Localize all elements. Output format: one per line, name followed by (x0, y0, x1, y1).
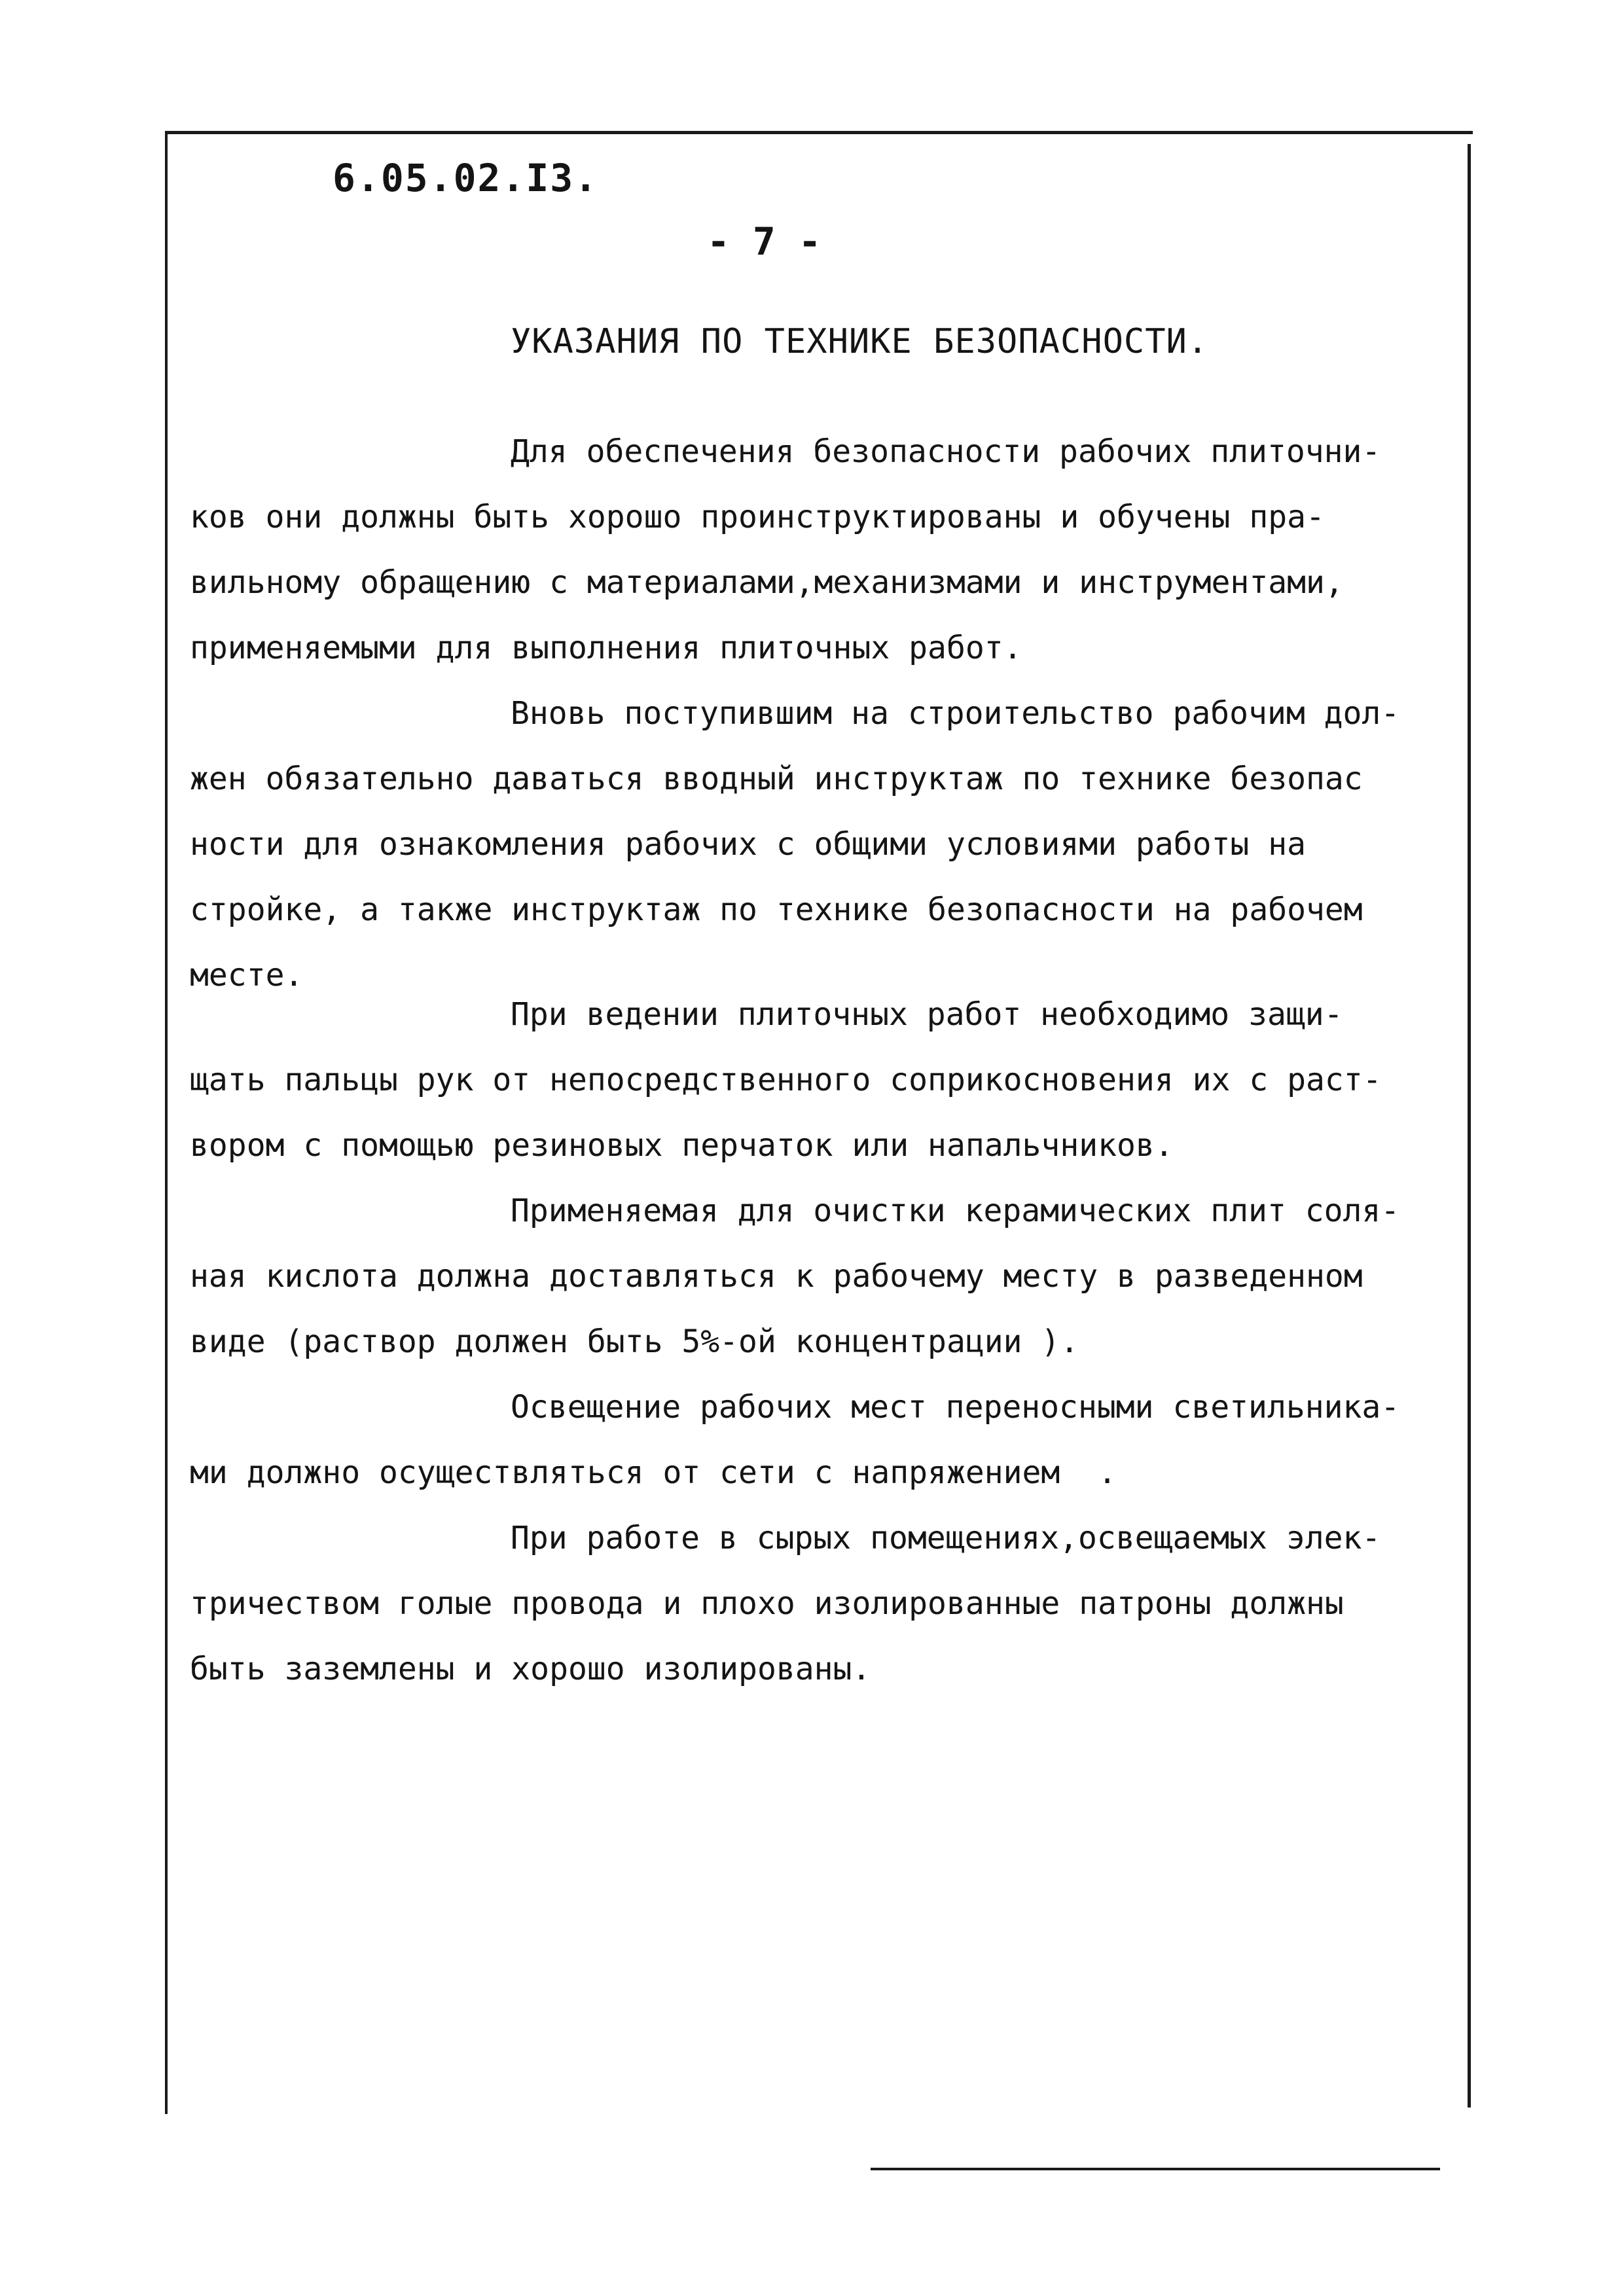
document-code: 6.05.02.I3. (333, 156, 599, 200)
text-line: При работе в сырых помещениях,освещаемых элек- (511, 1520, 1381, 1556)
section-title: УКАЗАНИЯ ПО ТЕХНИКЕ БЕЗОПАСНОСТИ. (511, 322, 1209, 361)
paragraph-lighting (190, 1374, 1447, 1505)
text-line: Вновь поступившим на строительство рабочим дол- (511, 695, 1400, 732)
text-line: вильному обращению с материалами,механизмами и инструментами, (190, 564, 1344, 601)
text-line: жен обязательно даваться вводный инструктаж по технике безопас (190, 761, 1363, 797)
text-line: При ведении плиточных работ необходимо защи- (511, 996, 1343, 1033)
paragraph-training (190, 419, 1447, 681)
text-line: ков они должны быть хорошо проинструктированы и обучены пра- (190, 499, 1325, 535)
text-line: месте. (190, 957, 304, 994)
text-line: ная кислота должна доставляться к рабочему месту в разведенном (190, 1258, 1363, 1295)
text-line: Применяемая для очистки керамических плит соля- (511, 1193, 1400, 1229)
text-line: щать пальцы рук от непосредственного соприкосновения их с раст- (190, 1062, 1382, 1098)
text-line: стройке, а также инструктаж по технике безопасности на рабочем (190, 891, 1363, 928)
frame-top-border (167, 131, 1473, 134)
paragraph-acid (190, 1178, 1447, 1374)
paragraph-induction (190, 681, 1447, 1008)
text-line: ности для ознакомления рабочих с общими условиями работы на (190, 826, 1307, 863)
page-number: - 7 - (707, 219, 821, 264)
frame-left-border (165, 131, 168, 2114)
text-line: быть заземлены и хорошо изолированы. (190, 1651, 871, 1687)
frame-bottom-border (871, 2168, 1440, 2170)
text-line: виде (раствор должен быть 5%-ой концентрации ). (190, 1323, 1079, 1360)
paragraph-finger-protection (190, 982, 1447, 1178)
paragraph-damp-rooms (190, 1505, 1447, 1702)
text-line: применяемыми для выполнения плиточных работ. (190, 630, 1022, 666)
text-line: Для обеспечения безопасности рабочих плиточни- (511, 433, 1381, 470)
text-line: вором с помощью резиновых перчаток или напальчников. (190, 1127, 1174, 1164)
frame-right-border (1468, 144, 1471, 2108)
text-line: ми должно осуществляться от сети с напряжением . (190, 1454, 1117, 1491)
text-line: Освещение рабочих мест переносными светильника- (511, 1389, 1400, 1426)
text-line: тричеством голые провода и плохо изолированные патроны должны (190, 1585, 1344, 1622)
